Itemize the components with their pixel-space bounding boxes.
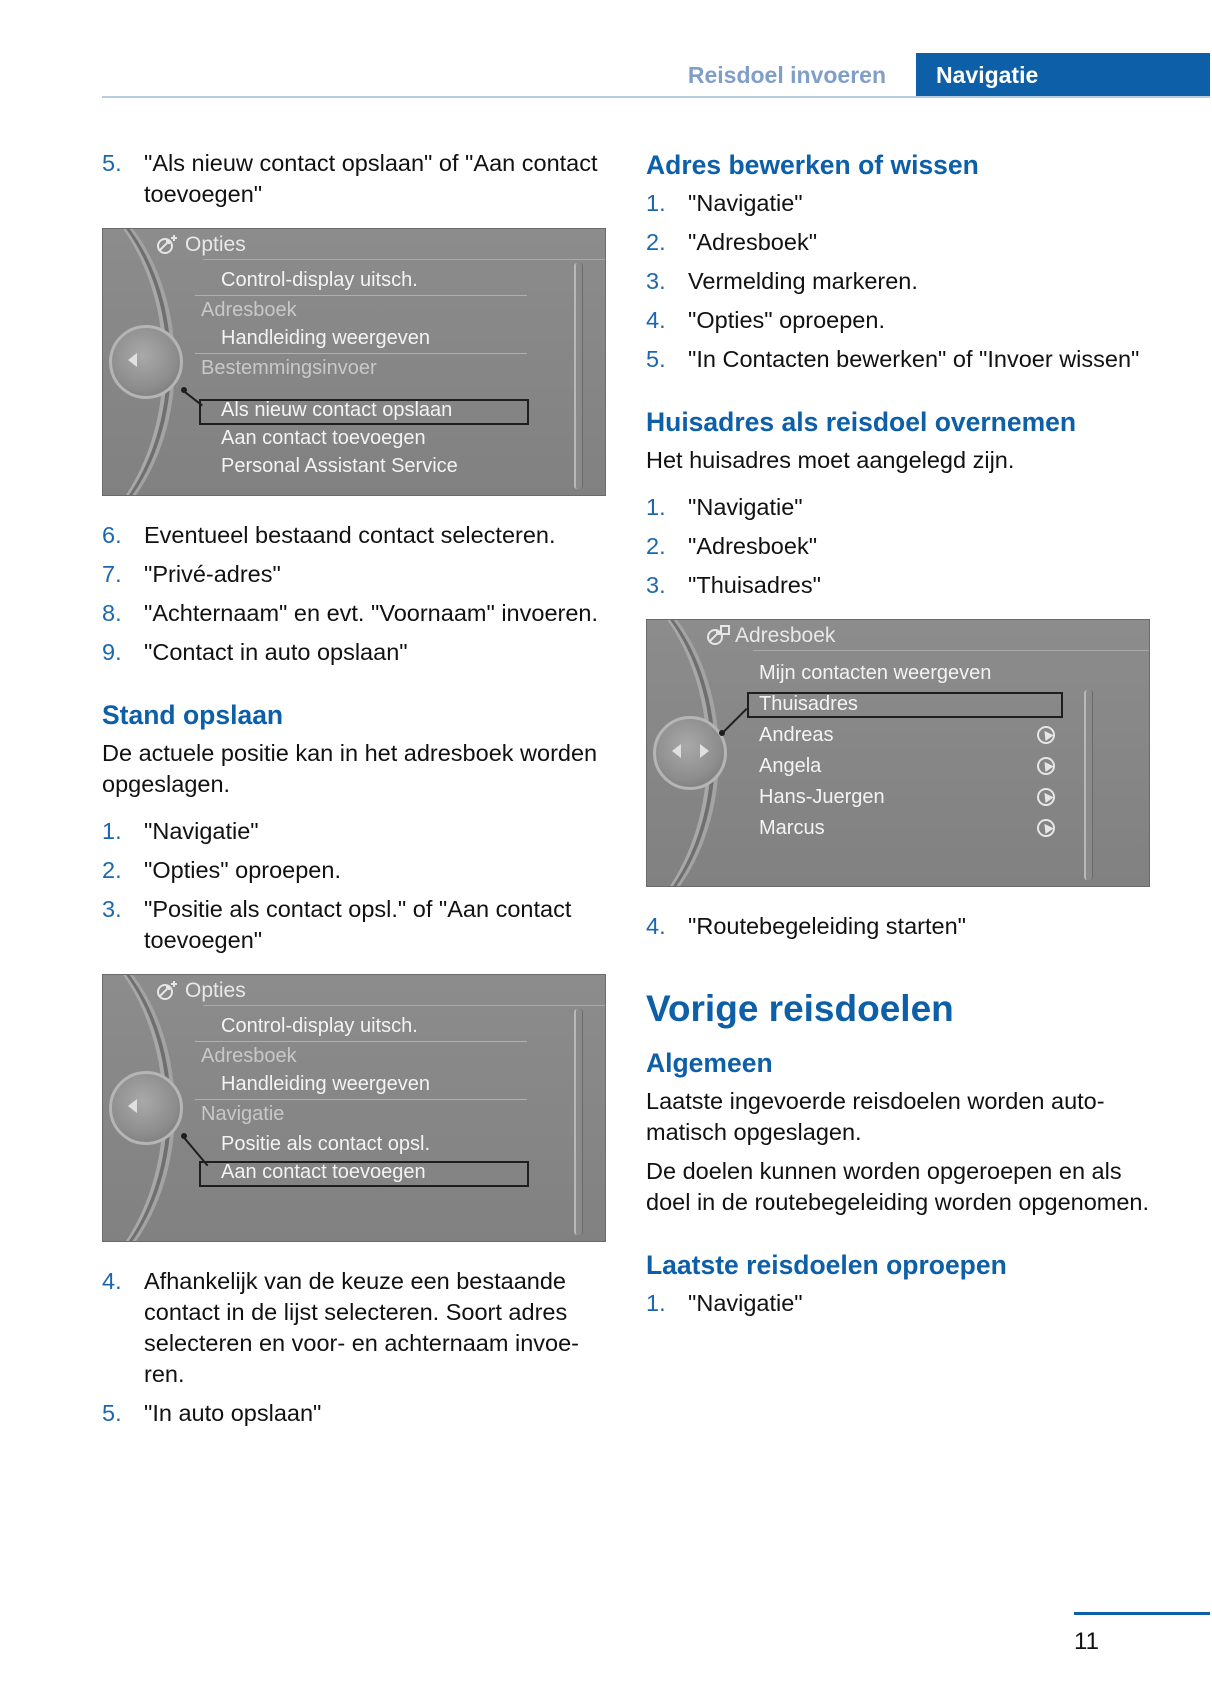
- scrollbar: [1084, 690, 1093, 880]
- pointer-line: [722, 708, 747, 733]
- idrive-screen-options-1: [102, 228, 606, 496]
- left-arrow-icon: [128, 1099, 137, 1113]
- controller-knob-icon: [109, 325, 183, 399]
- list-item: [646, 305, 1152, 336]
- list-item: [646, 570, 1152, 601]
- list-item: [646, 227, 1152, 258]
- step-number: 4.: [646, 913, 666, 939]
- header-section-title: Reisdoel invoeren: [687, 62, 886, 88]
- menu-item-selected: Thuisadres: [759, 693, 858, 715]
- screen-title: [155, 231, 246, 259]
- step-text: "Thuisadres": [688, 572, 821, 598]
- contact-item: Andreas: [759, 724, 834, 746]
- menu-item: Mijn contacten weergeven: [759, 662, 992, 684]
- menu-divider: [195, 295, 527, 296]
- list-item: [102, 855, 608, 886]
- menu-item-selected: Als nieuw contact opslaan: [221, 399, 453, 421]
- screen-title-text: Adresboek: [735, 624, 836, 647]
- step-number: 6.: [102, 522, 122, 548]
- section-heading-adres-bewerken: Adres bewerken of wissen: [646, 150, 979, 180]
- right-arrow-icon: [700, 744, 709, 758]
- idrive-screen-options-2: [102, 974, 606, 1242]
- list-item: [646, 531, 1152, 562]
- step-text: "Adresboek": [688, 229, 818, 255]
- menu-divider: [195, 353, 527, 354]
- step-number: 1.: [646, 190, 666, 216]
- controller-knob-icon: [653, 716, 727, 790]
- step-text: Vermelding markeren.: [688, 268, 918, 294]
- step-text: "Positie als contact opsl." of "Aan contact toevoegen": [144, 896, 572, 953]
- paragraph: De doelen kunnen worden opgeroepen en als doel in de routebegeleiding worden opgenomen.: [646, 1158, 1150, 1215]
- left-column: [102, 148, 608, 1437]
- contact-item: Angela: [759, 755, 822, 777]
- right-column: [646, 148, 1152, 1327]
- navigation-icon: [1037, 788, 1055, 806]
- options-icon: [155, 233, 181, 255]
- header-chapter-tab: Navigatie: [916, 53, 1210, 97]
- menu-item: Personal Assistant Service: [221, 455, 458, 477]
- step-number: 1.: [102, 818, 122, 844]
- step-number: 4.: [102, 1268, 122, 1294]
- controller-knob-icon: [109, 1071, 183, 1145]
- address-book-icon: [705, 624, 731, 646]
- step-number: 7.: [102, 561, 122, 587]
- title-divider: [753, 650, 1149, 651]
- menu-item-selected: Aan contact toevoegen: [221, 1161, 426, 1183]
- menu-item: Control-display uitsch.: [221, 269, 418, 291]
- step-number: 4.: [646, 307, 666, 333]
- list-item: [646, 911, 1152, 942]
- list-item: [646, 188, 1152, 219]
- step-number: 1.: [646, 1290, 666, 1316]
- step-number: 5.: [646, 346, 666, 372]
- step-text: "Adresboek": [688, 533, 818, 559]
- list-item: [102, 1398, 608, 1429]
- list-item: [102, 559, 608, 590]
- step-number: 3.: [646, 572, 666, 598]
- section-heading-laatste-reisdoelen: Laatste reisdoelen oproepen: [646, 1250, 1007, 1280]
- list-item: [102, 637, 608, 668]
- menu-item: Positie als contact opsl.: [221, 1133, 430, 1155]
- left-arrow-icon: [672, 744, 681, 758]
- step-text: Eventueel bestaand contact selecteren.: [144, 522, 556, 548]
- scrollbar: [574, 1009, 583, 1235]
- menu-category: Bestemmingsinvoer: [201, 357, 377, 379]
- navigation-icon: [1037, 819, 1055, 837]
- menu-item: Aan contact toevoegen: [221, 427, 426, 449]
- list-item: [646, 266, 1152, 297]
- step-number: 3.: [102, 896, 122, 922]
- list-item: [646, 1288, 1152, 1319]
- screen-title: [705, 622, 835, 650]
- menu-category: Adresboek: [201, 299, 297, 321]
- step-text: "Als nieuw contact opslaan" of "Aan contact toevoegen": [144, 150, 598, 207]
- screen-title-text: Opties: [185, 233, 246, 256]
- screen-title-text: Opties: [185, 979, 246, 1002]
- step-text: "Privé-adres": [144, 561, 281, 587]
- menu-item: Handleiding weergeven: [221, 327, 431, 349]
- step-text: Afhankelijk van de keuze een bestaande contact in de lijst selecteren. Soort adres selecteren en voor- en achternaam invoeren.: [144, 1268, 579, 1387]
- idrive-screen-adresboek: [646, 619, 1150, 887]
- step-number: 2.: [646, 229, 666, 255]
- step-number: 9.: [102, 639, 122, 665]
- step-text: "Contact in auto opslaan": [144, 639, 408, 665]
- page-number: 11: [1074, 1628, 1099, 1655]
- footer-rule: [1074, 1612, 1210, 1615]
- menu-category: Adresboek: [201, 1045, 297, 1067]
- step-text: "Navigatie": [688, 494, 803, 520]
- chapter-heading-vorige-reisdoelen: Vorige reisdoelen: [646, 988, 954, 1029]
- title-divider: [203, 1005, 605, 1006]
- contact-item: Marcus: [759, 817, 825, 839]
- list-item: [646, 344, 1152, 375]
- step-number: 8.: [102, 600, 122, 626]
- step-text: "In auto opslaan": [144, 1400, 322, 1426]
- options-icon: [155, 979, 181, 1001]
- list-item: [102, 598, 608, 629]
- list-item: [102, 148, 608, 210]
- step-text: "Navigatie": [688, 1290, 803, 1316]
- list-item: [646, 492, 1152, 523]
- menu-item: Control-display uitsch.: [221, 1015, 418, 1037]
- step-number: 3.: [646, 268, 666, 294]
- section-heading-huisadres: Huisadres als reisdoel overnemen: [646, 407, 1077, 437]
- step-text: "Opties" oproepen.: [688, 307, 885, 333]
- screen-title: [155, 977, 246, 1005]
- step-number: 2.: [102, 857, 122, 883]
- step-text: "Routebegeleiding starten": [688, 913, 966, 939]
- list-item: [102, 894, 608, 956]
- scrollbar: [574, 263, 583, 489]
- step-text: "Opties" oproepen.: [144, 857, 341, 883]
- menu-category: Navigatie: [201, 1103, 285, 1125]
- step-text: "Navigatie": [144, 818, 259, 844]
- menu-divider: [195, 1041, 527, 1042]
- step-text: "In Contacten bewerken" of "Invoer wissen": [688, 346, 1140, 372]
- list-item: [102, 520, 608, 551]
- step-number: 1.: [646, 494, 666, 520]
- paragraph: De actuele positie kan in het adresboek worden opgeslagen.: [102, 740, 598, 797]
- step-text: "Achternaam" en evt. "Voornaam" invoeren.: [144, 600, 599, 626]
- left-arrow-icon: [128, 353, 137, 367]
- navigation-icon: [1037, 726, 1055, 744]
- list-item: [102, 1266, 608, 1390]
- paragraph: Het huisadres moet aangelegd zijn.: [646, 447, 1015, 473]
- list-item: [102, 816, 608, 847]
- paragraph: Laatste ingevoerde reisdoelen worden automatisch opgeslagen.: [646, 1088, 1105, 1145]
- step-text: "Navigatie": [688, 190, 803, 216]
- contact-item: Hans-Juergen: [759, 786, 885, 808]
- header-divider: [102, 96, 1210, 98]
- step-number: 2.: [646, 533, 666, 559]
- section-heading-algemeen: Algemeen: [646, 1048, 773, 1078]
- step-number: 5.: [102, 150, 122, 176]
- step-number: 5.: [102, 1400, 122, 1426]
- navigation-icon: [1037, 757, 1055, 775]
- section-heading-stand-opslaan: Stand opslaan: [102, 700, 284, 730]
- title-divider: [203, 259, 605, 260]
- menu-item: Handleiding weergeven: [221, 1073, 431, 1095]
- pointer-line: [182, 1136, 208, 1166]
- menu-divider: [195, 1099, 527, 1100]
